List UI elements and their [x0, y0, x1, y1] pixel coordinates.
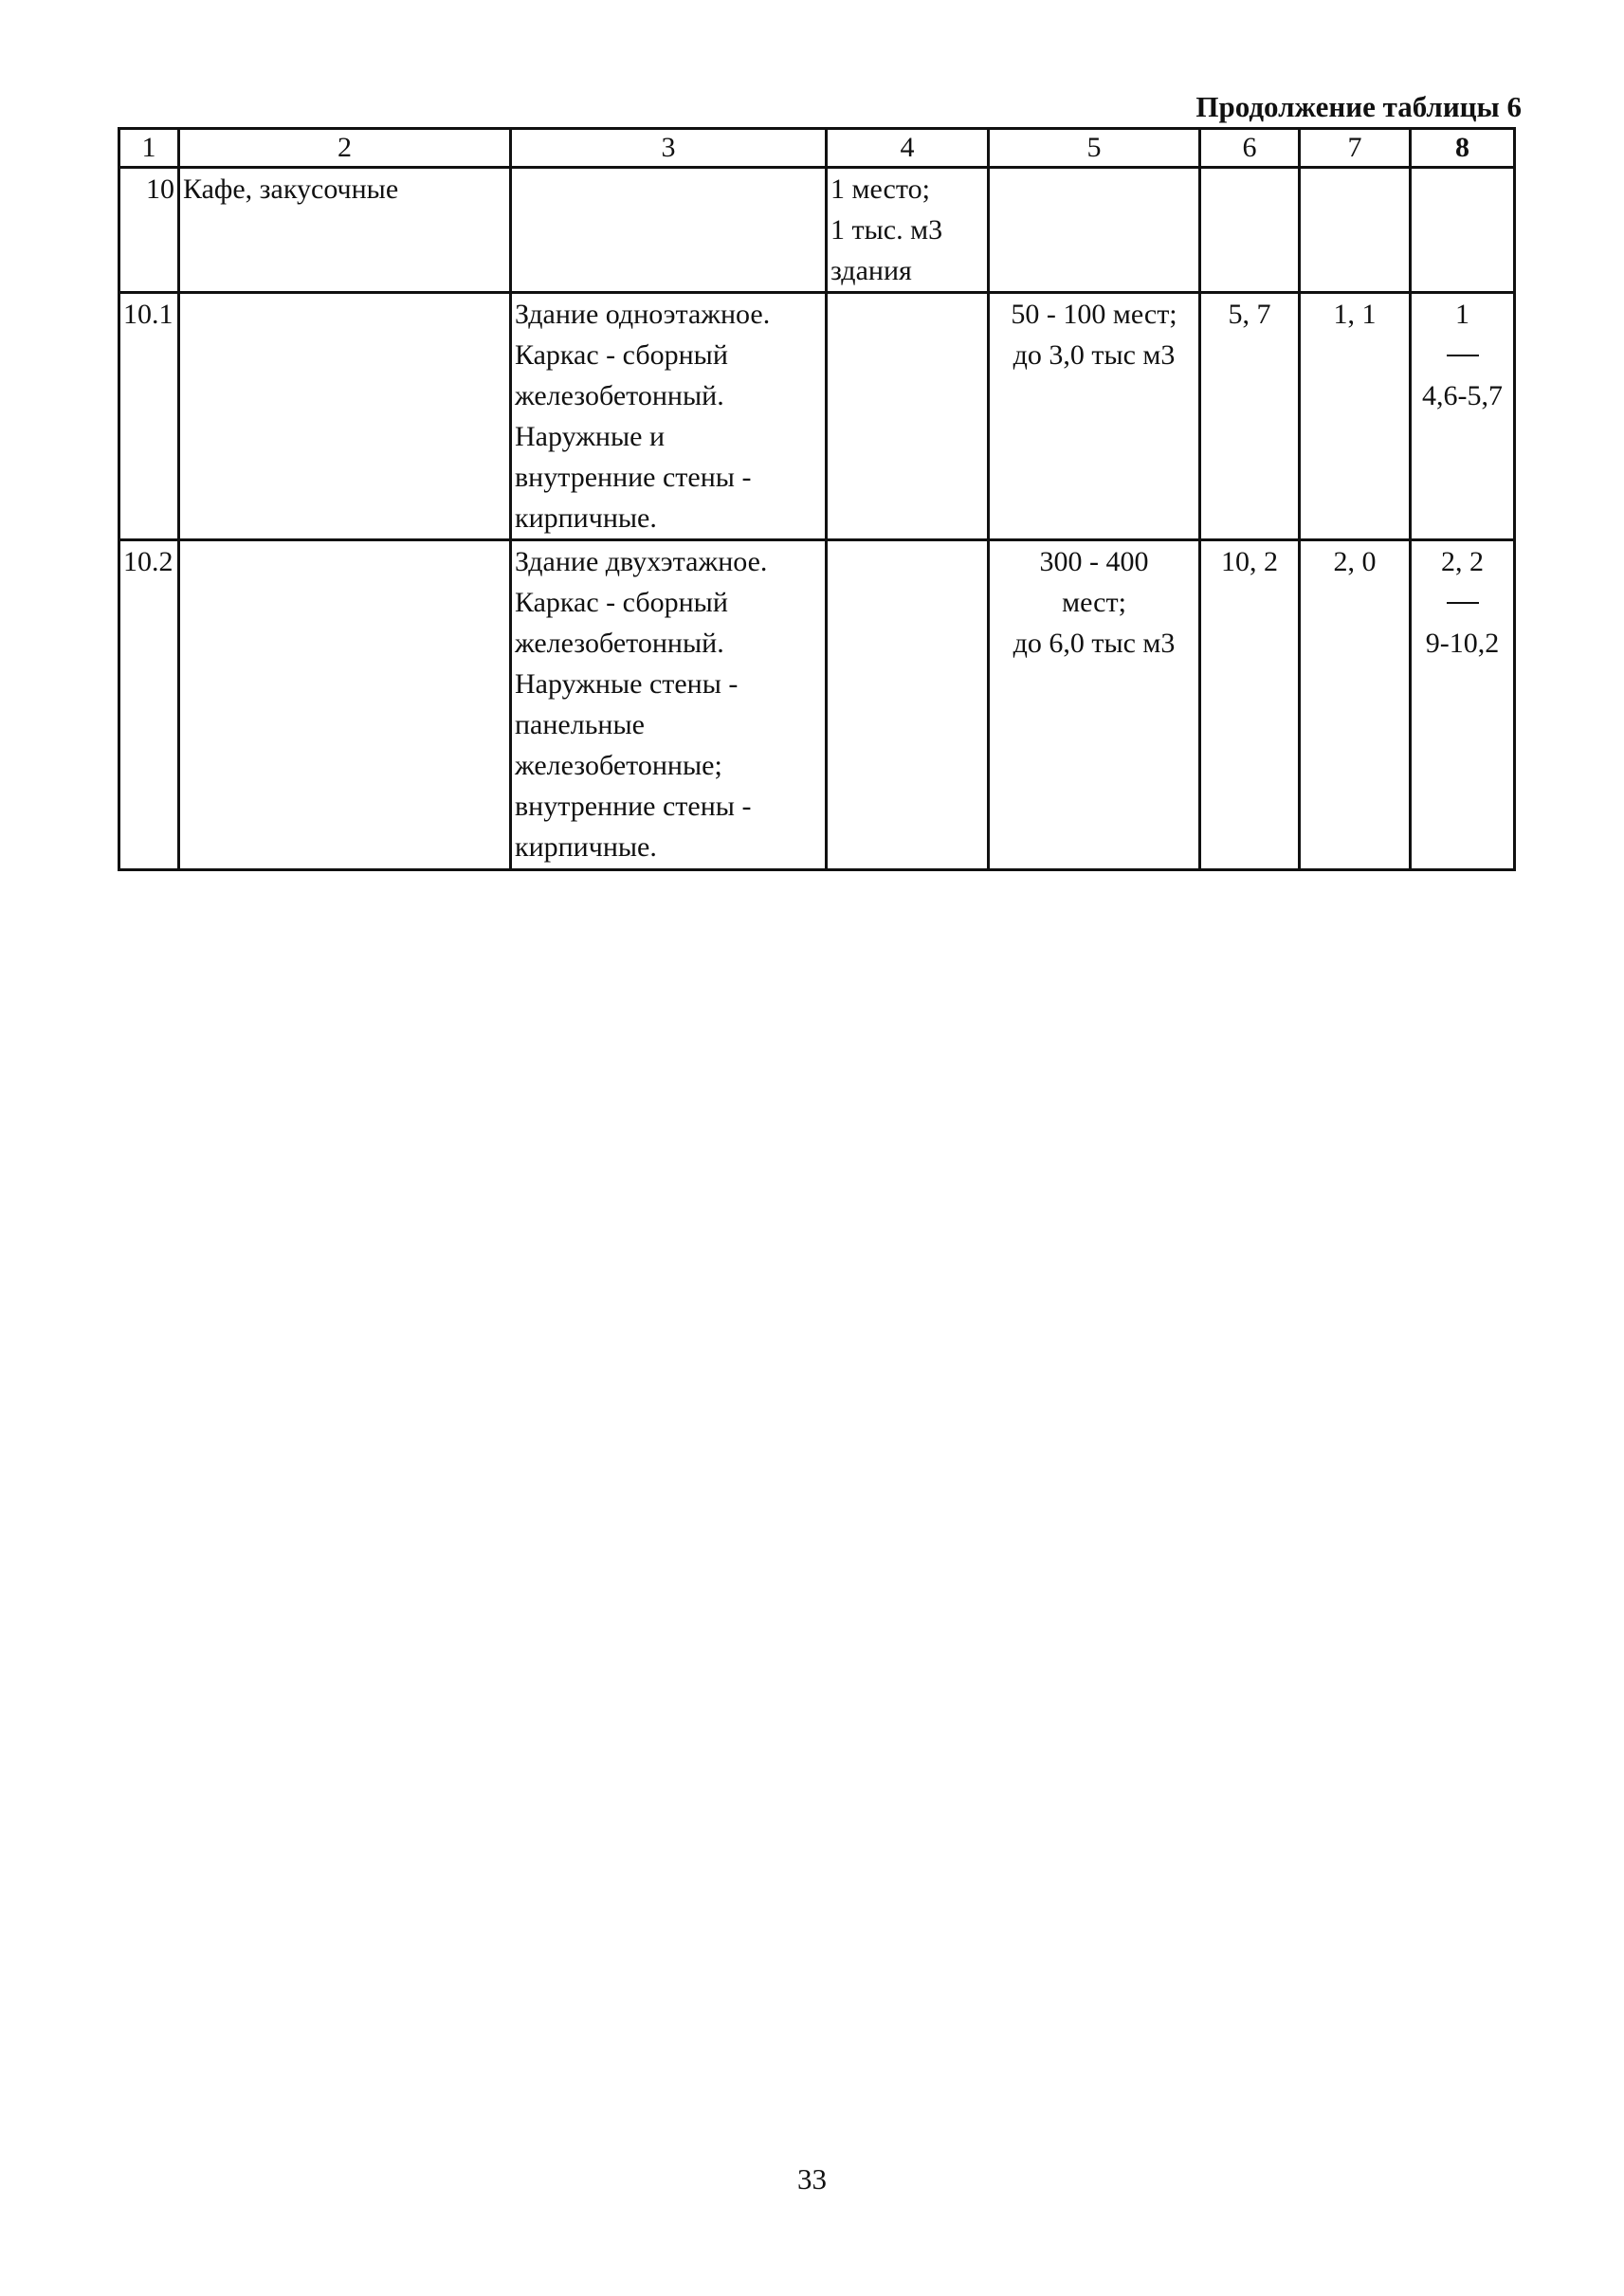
cell-line: кирпичные. — [515, 502, 657, 534]
page-number: 33 — [797, 2162, 827, 2196]
cell-line: 300 - 400 — [1039, 546, 1149, 577]
cell-line: Каркас - сборный — [515, 587, 728, 618]
cell-capacity — [989, 168, 1200, 293]
cell-name: Кафе, закусочные — [179, 168, 511, 293]
cell-value-6 — [1200, 168, 1300, 293]
cell-number: 10.2 — [119, 540, 179, 870]
cell-value-8 — [1411, 540, 1515, 870]
fraction-bar — [1414, 335, 1510, 375]
table-row — [119, 293, 1515, 540]
cell-capacity — [989, 540, 1200, 870]
cell-value-7: 1, 1 — [1300, 293, 1411, 540]
cell-number: 10 — [119, 168, 179, 293]
cell-value-7: 2, 0 — [1300, 540, 1411, 870]
cell-line: Наружные стены - — [515, 668, 739, 700]
cell-line: Здание двухэтажное. — [515, 546, 768, 577]
cell-name — [179, 540, 511, 870]
column-header: 2 — [179, 129, 511, 168]
cell-line: мест; — [1062, 587, 1126, 618]
fraction-denominator: 4,6-5,7 — [1422, 380, 1503, 411]
cell-construction — [511, 293, 827, 540]
cell-line: железобетонные; — [515, 750, 722, 781]
column-header: 8 — [1411, 129, 1515, 168]
cell-line: 50 - 100 мест; — [1011, 299, 1177, 330]
cell-line: 1 тыс. м3 — [830, 214, 943, 246]
column-header: 5 — [989, 129, 1200, 168]
cell-capacity — [989, 293, 1200, 540]
cell-line: внутренние стены - — [515, 791, 752, 822]
cell-line: панельные — [515, 709, 645, 740]
column-header: 1 — [119, 129, 179, 168]
cell-unit — [827, 540, 989, 870]
cell-line: железобетонный. — [515, 628, 724, 659]
data-table — [118, 127, 1516, 871]
cell-unit — [827, 293, 989, 540]
table-row — [119, 168, 1515, 293]
cell-value-8 — [1411, 168, 1515, 293]
cell-line: кирпичные. — [515, 831, 657, 863]
cell-line: Здание одноэтажное. — [515, 299, 771, 330]
column-header: 6 — [1200, 129, 1300, 168]
header-row — [119, 129, 1515, 168]
cell-value-6: 5, 7 — [1200, 293, 1300, 540]
cell-construction — [511, 540, 827, 870]
cell-value-6: 10, 2 — [1200, 540, 1300, 870]
column-header: 3 — [511, 129, 827, 168]
cell-line: внутренние стены - — [515, 462, 752, 493]
cell-line: здания — [830, 255, 912, 286]
cell-line: до 3,0 тыс м3 — [1013, 339, 1176, 371]
cell-line: до 6,0 тыс м3 — [1013, 628, 1176, 659]
fraction-numerator: 2, 2 — [1441, 546, 1484, 577]
cell-unit — [827, 168, 989, 293]
cell-name — [179, 293, 511, 540]
cell-number: 10.1 — [119, 293, 179, 540]
column-header: 7 — [1300, 129, 1411, 168]
cell-line: Каркас - сборный — [515, 339, 728, 371]
fraction-numerator: 1 — [1455, 299, 1469, 330]
cell-value-7 — [1300, 168, 1411, 293]
table-row — [119, 540, 1515, 870]
cell-value-8 — [1411, 293, 1515, 540]
column-header: 4 — [827, 129, 989, 168]
cell-line: 1 место; — [830, 173, 930, 205]
cell-line: железобетонный. — [515, 380, 724, 411]
fraction-denominator: 9-10,2 — [1425, 628, 1500, 659]
cell-line: Наружные и — [515, 421, 665, 452]
fraction-bar — [1414, 582, 1510, 623]
cell-construction — [511, 168, 827, 293]
table-caption: Продолжение таблицы 6 — [1195, 90, 1522, 123]
